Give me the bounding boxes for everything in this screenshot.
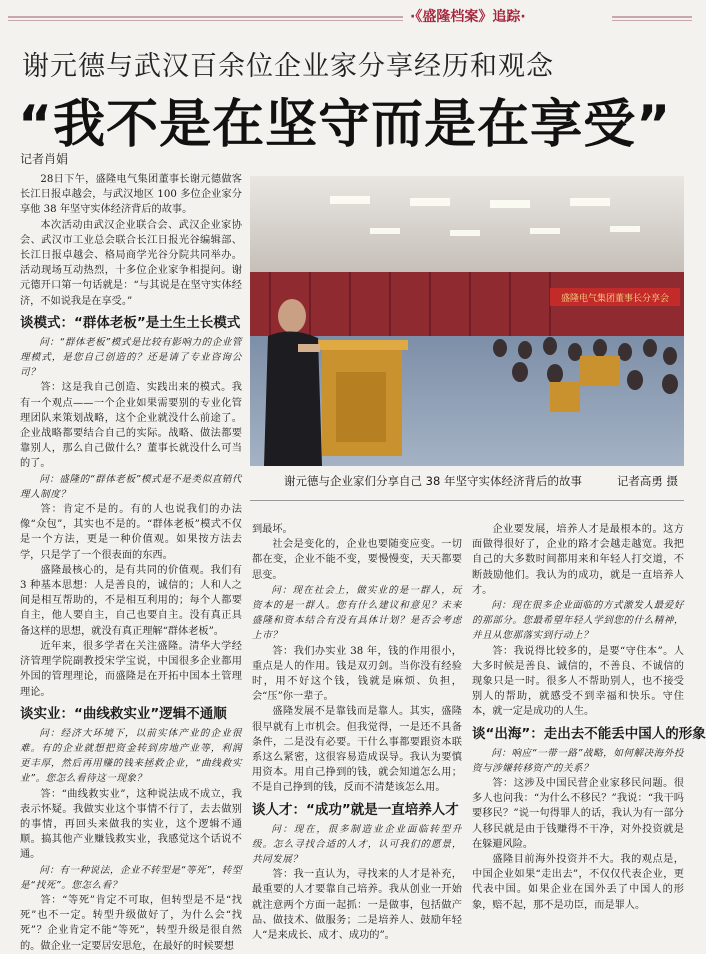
question: 问：有一种说法，企业不转型是“等死”，转型是“找死”。您怎么看？ <box>20 864 242 891</box>
question: 问：现在，很多制造业企业面临转型升级。怎么寻找合适的人才，认可我们的愿景，共同发展？ <box>252 823 462 866</box>
conference-hall-illustration <box>250 176 684 466</box>
column-2 <box>252 522 462 942</box>
question: 问：响应“一带一路”战略，如何解决海外投资与涉嫌转移资产的关系？ <box>472 747 684 774</box>
photo-caption-bar <box>250 468 684 494</box>
photo-caption: 谢元德与企业家们分享自己 38 年坚守实体经济背后的故事 <box>284 474 582 488</box>
header-rule-right-thin <box>612 20 692 21</box>
answer: 答：我一直认为，寻找来的人才是补充，最重要的人才要靠自己培养。我从创业一开始就注意两个方面一起抓：一是做事，包括做产品、做技术、做服务；二是培养人、鼓励年轻人“是来成长、成才、成功的”。 <box>252 869 462 942</box>
paragraph: 本次活动由武汉企业联合会、武汉企业家协会、武汉市工业总会联合长江日报光谷编辑部、长江日报卓越会、格局商学光谷分院共同举办。活动现场互动热烈，十多位企业家争相提问。谢元德开口第一句话就是：“与其说是在坚守实体经济，不如说我是在享受。” <box>20 219 242 307</box>
paragraph: 社会是变化的，企业也要随变应变。一切都在变，企业不能不变，要慢慢变，天天都要思变。 <box>252 539 462 581</box>
article-byline: 记者肖娟 <box>20 152 69 166</box>
answer: 答：这涉及中国民营企业家移民问题。很多人也问我：“为什么不移民？”我说：“我干吗要移民？”说一句得罪人的话，我认为有一部分人移民就是由于钱赚得不干净，对外投资就是在躲避风险。 <box>472 778 684 850</box>
section-kicker: ·《盛隆档案》追踪· <box>410 9 526 25</box>
header-rule-left <box>8 16 403 18</box>
question: 问：现在很多企业面临的方式激发人最爱好的那部分。您最希望年轻人学到您的什么精神，并且从您那落实到行动上？ <box>472 600 684 642</box>
section-heading-industry: 谈实业：“曲线救实业”逻辑不通顺 <box>20 705 227 722</box>
section-heading-talent: 谈人才：“成功”就是一直培养人才 <box>252 801 459 818</box>
photo-credit: 记者高勇 摄 <box>616 474 678 488</box>
answer: 答：我们办实业 38 年，钱的作用很小，重点是人的作用。钱是双刃剑。当你没有经验时，用不好这个钱，钱就是麻烦、负担，会“压”你一辈子。 <box>252 645 462 703</box>
paragraph: 到最坏。 <box>252 524 293 535</box>
section-header-band <box>0 0 700 34</box>
section-heading-overseas: 谈“出海”：走出去不能丢中国人的形象 <box>472 725 706 742</box>
paragraph: 盛隆目前海外投资并不大。我的观点是，中国企业如果“走出去”，不仅仅代表企业，更代表中国。如果企业在国外丢了中国人的形象，赔不起，那不是功臣，而是罪人。 <box>472 854 684 911</box>
answer: 答：“曲线救实业”，这种说法成不成立，我表示怀疑。我做实业这个事情不行了，去去做别的事情，再回头来做我的实业，这个逻辑不通顺。搞其他产业赚钱救实业，我感觉这个话说不通。 <box>20 788 242 861</box>
paragraph: 企业要发展，培养人才是最根本的。这方面做得很好了，企业的路才会越走越宽。我把自己的大多数时间都用来和年轻人打交道，不断鼓励他们。我认为的成功，就是一直培养人才。 <box>472 524 684 596</box>
paragraph: 盛隆最核心的，是有共同的价值观。我们有 3 种基本思想：人是善良的，诚信的；人和人之间是相互帮助的，不是相互利用的；每个人都要自主，他人要自主，自己也要自主。没有真正具备这样的思想，就没有真正理解“群体老板”。 <box>20 564 242 637</box>
answer: 答：肯定不是的。有的人也说我们的办法像“众包”，其实也不是的。“群体老板”模式不仅是一个方法，更是一种价值观。如果按方法去学，只是学了一个很表面的东西。 <box>20 504 242 561</box>
answer: 答：“等死”肯定不可取，但转型是不是“找死”也不一定。转型升级做好了，为什么会“找死”？企业肯定不能“等死”，转型升级是很自然的。做企业一定要居安思危，在最好的时候要想 <box>20 894 242 952</box>
paragraph: 盛隆发展不是靠钱而是靠人。其实，盛隆很早就有上市机会。但我觉得，一是还不具备条件，二是没有必要。干什么事都要跟资本联系这么紧密，这很容易造成误导。我认为要慎用资本。用自己挣到的钱，就会知道怎么用；不是自己挣到的钱，反而不清楚该怎么用。 <box>252 706 462 794</box>
hall-banner-text: 盛隆电气集团董事长分享会 <box>560 294 670 304</box>
event-photo <box>250 176 684 466</box>
question: 问：经济大环境下，以前实体产业的企业很难。有的企业就想把资金转到房地产业等，利润更丰厚，然后再用赚的钱来拯救企业，“曲线救实业”。您怎么看待这一现象？ <box>20 727 242 785</box>
caption-divider <box>250 500 684 501</box>
header-rule-left-thin <box>8 20 403 21</box>
header-rule-right <box>612 16 692 18</box>
section-heading-model: 谈模式：“群体老板”是土生土长模式 <box>20 314 241 331</box>
article-headline: “我不是在坚守而是在享受” <box>18 95 672 155</box>
paragraph: 28日下午，盛隆电气集团董事长谢元德做客长江日报卓越会，与武汉地区 100 多位企业家分享他 38 年坚守实体经济背后的故事。 <box>20 174 242 216</box>
answer: 答：这是我自己创造、实践出来的模式。我有一个观点——一个企业如果需要别的专业化管理团队来策划战略，这个企业就没什么前途了。企业战略都要结合自己的实际。战略、做法都要靠别人，那么自己做什么？董事长就没什么可当的了。 <box>20 382 242 470</box>
question: 问：“群体老板”模式是比较有影响力的企业管理模式，是您自己创造的？还是请了专业咨询公司？ <box>20 336 242 379</box>
paragraph: 近年来，很多学者在关注盛隆。清华大学经济管理学院副教授宋学宝说，中国很多企业都用外国的管理理论，而盛隆是在开拓中国本土管理理论。 <box>20 640 242 698</box>
question: 问：现在社会上，做实业的是一群人，玩资本的是一群人。您有什么建议和意见？未来盛隆和资本结合有没有具体计划？是否会考虑上市？ <box>252 584 462 642</box>
column-1 <box>20 172 242 952</box>
article-subheadline: 谢元德与武汉百余位企业家分享经历和观念 <box>22 51 554 82</box>
question: 问：盛隆的“群体老板”模式是不是类似直销代理人制度？ <box>20 473 242 500</box>
column-3 <box>472 522 706 911</box>
answer: 答：我说得比较多的，是要“守住本”。人大多时候是善良、诚信的，不善良、不诚信的现象只是一时。很多人不帮助别人，也不接受别人的帮助，就感受不到幸福和快乐。守住本，就一定是成功的人生。 <box>472 645 684 718</box>
